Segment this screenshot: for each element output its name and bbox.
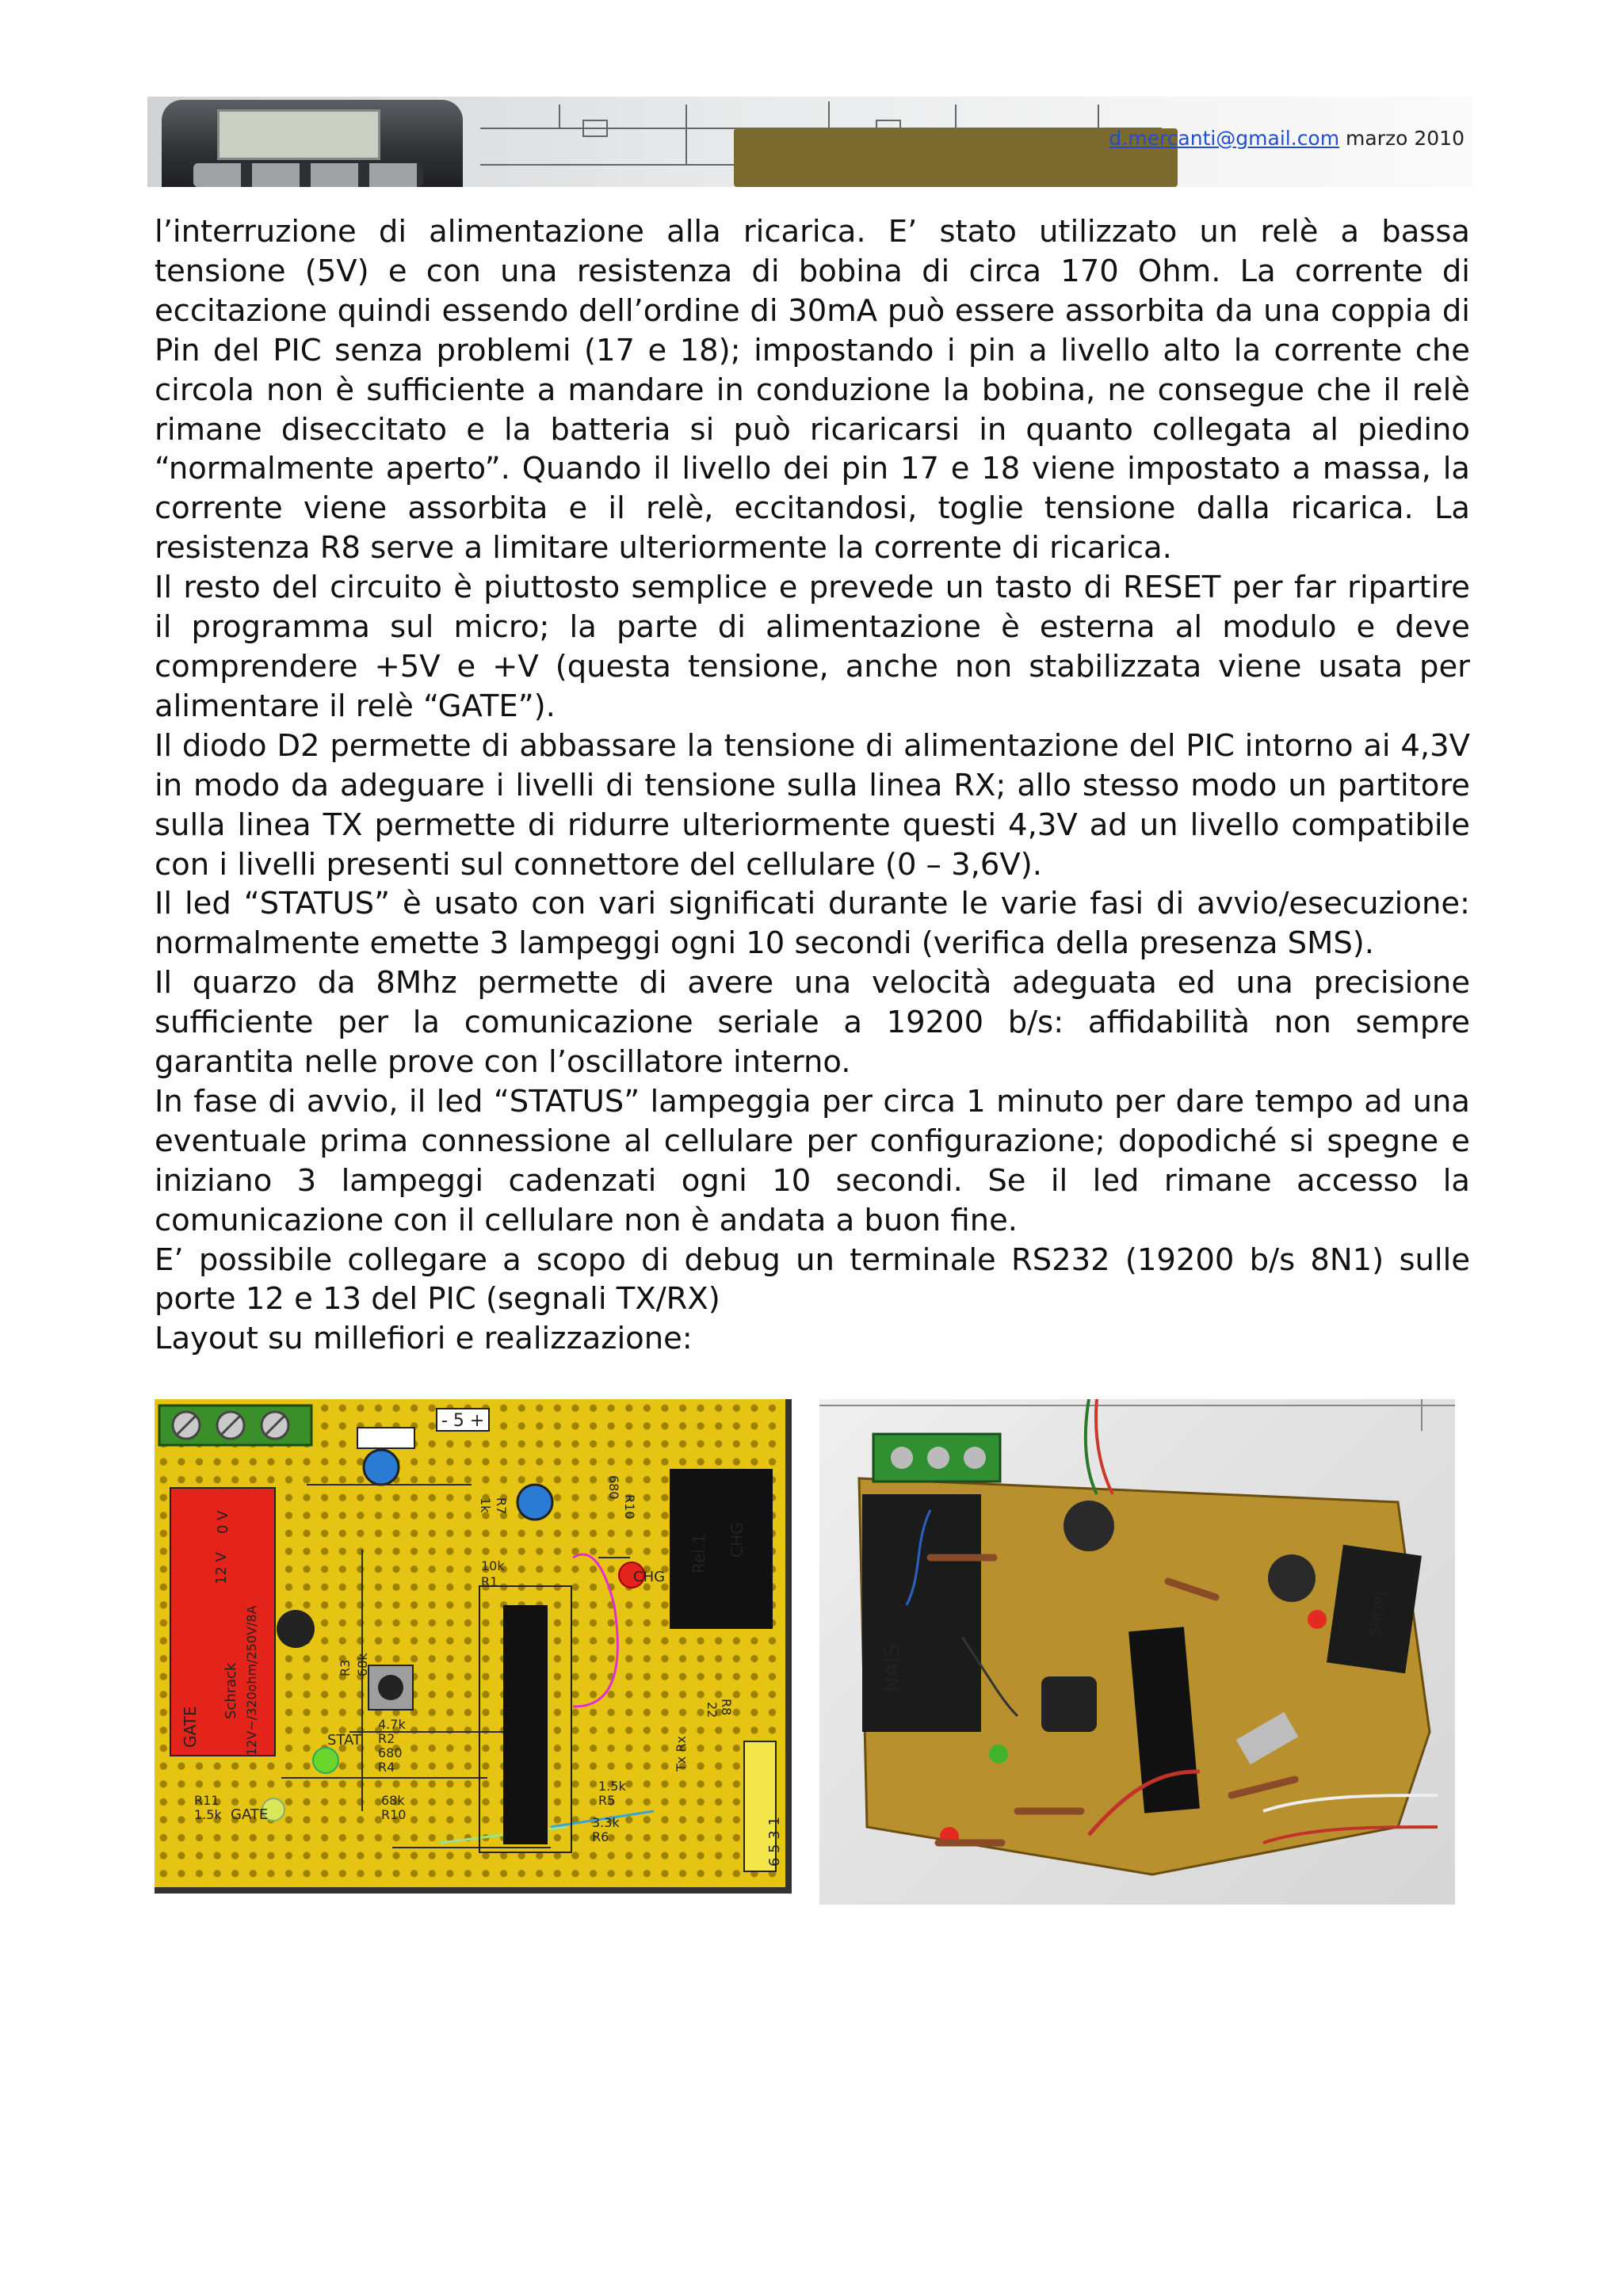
svg-text:4.7k: 4.7k — [378, 1717, 406, 1732]
header-date: marzo 2010 — [1346, 127, 1465, 150]
svg-text:GATE: GATE — [231, 1806, 269, 1823]
stripboard-layout-image — [155, 1399, 792, 1894]
phone-keypad — [193, 163, 423, 187]
svg-text:0 V: 0 V — [215, 1510, 231, 1534]
svg-text:10k: 10k — [481, 1558, 505, 1573]
svg-text:1.5k: 1.5k — [598, 1779, 626, 1794]
capacitor — [364, 1450, 399, 1485]
svg-text:R8: R8 — [719, 1699, 734, 1716]
inductor — [1041, 1676, 1097, 1732]
svg-text:R4: R4 — [378, 1760, 395, 1775]
transistor — [277, 1610, 315, 1648]
capacitor — [517, 1485, 552, 1520]
phone-screen — [217, 109, 380, 160]
pic-ic — [503, 1605, 548, 1844]
paragraph: Il resto del circuito è piuttosto semplice e prevede un tasto di RESET per far ripartire il programma sul micro; la parte di alimentazione è esterna al modulo e deve comprendere +5V e +V (questa tensione, anche non stabilizzata viene usata per alimentare il relè “GATE”). — [155, 570, 1470, 724]
svg-text:NAIS: NAIS — [880, 1643, 904, 1692]
svg-text:SHORI: SHORI — [1366, 1590, 1391, 1638]
svg-text:1.5k: 1.5k — [194, 1807, 222, 1822]
svg-text:R11: R11 — [194, 1793, 220, 1808]
body-text — [155, 212, 1470, 1359]
paragraph: Layout su millefiori e realizzazione: — [155, 1321, 693, 1357]
paragraph: Il quarzo da 8Mhz permette di avere una velocità adeguata ed una precisione sufficiente per la comunicazione seriale a 19200 b/s: affidabilità non sempre garantita nelle prove con l’oscillatore interno. — [155, 965, 1470, 1081]
svg-text:680: 680 — [378, 1745, 403, 1760]
svg-text:R1: R1 — [481, 1574, 498, 1589]
svg-text:6 5 3 1: 6 5 3 1 — [766, 1817, 783, 1867]
svg-text:GATE: GATE — [181, 1706, 200, 1748]
paragraph: l’interruzione di alimentazione alla ricarica. E’ stato utilizzato un relè a bassa tensione (5V) e con una resistenza di bobina di circa 170 Ohm. La corrente di eccitazione quindi essendo dell’ordine di 30mA può essere assorbita da una coppia di Pin del PIC senza problemi (17 e 18); impostando i pin a livello alto la corrente che circola non è sufficiente a mandare in conduzione la bobina, ne consegue che il relè rimane diseccitato e la batteria si può ricaricarsi in quanto collegata al piedino “normalmente aperto”. Quando il livello dei pin 17 e 18 viene impostato a massa, la corrente viene assorbita e il relè, eccitandosi, toglie tensione dalla ricarica. La resistenza R8 serve a limitare ulteriormente la corrente di ricarica. — [155, 214, 1470, 566]
power-label: - 5 + — [441, 1411, 485, 1431]
capacitor — [1268, 1554, 1316, 1602]
layout-drawing — [155, 1399, 792, 1894]
svg-text:680: 680 — [606, 1475, 621, 1500]
paragraph: Il diodo D2 permette di abbassare la tensione di alimentazione del PIC intorno ai 4,3V in modo da adeguare i livelli di tensione sulla linea RX; allo stesso modo un partitore sulla linea TX permette di ridurre ulteriormente questi 4,3V ad un livello compatibile con i livelli presenti sul connettore del cellulare (0 – 3,6V). — [155, 727, 1470, 883]
image-frame — [155, 1887, 792, 1894]
svg-text:68k: 68k — [381, 1793, 405, 1808]
svg-text:22: 22 — [705, 1702, 720, 1718]
svg-text:R7: R7 — [494, 1497, 509, 1515]
svg-text:1k: 1k — [478, 1497, 493, 1513]
jumper-wire — [573, 1554, 617, 1707]
svg-text:R10: R10 — [622, 1494, 637, 1520]
svg-text:R6: R6 — [592, 1829, 609, 1844]
nais-relay — [862, 1494, 981, 1732]
paragraph: In fase di avvio, il led “STATUS” lampeggia per circa 1 minuto per dare tempo ad una eventuale prima connessione al cellulare per configurazione; dopodiché si spegne e iniziano 3 lampeggi cadenzati ogni 10 secondi. Se il led rimane accesso la comunicazione con il cellulare non è andata a buon fine. — [155, 1083, 1470, 1238]
svg-text:R2: R2 — [378, 1731, 395, 1746]
svg-text:STAT: STAT — [327, 1732, 361, 1749]
svg-text:R3: R3 — [338, 1659, 353, 1676]
circuit-photo — [819, 1399, 1455, 1905]
photo-drawing — [819, 1399, 1455, 1905]
led — [989, 1745, 1008, 1764]
header-contact — [1109, 127, 1465, 150]
svg-text:R10: R10 — [381, 1807, 407, 1822]
svg-text:CHG: CHG — [633, 1569, 666, 1585]
svg-text:Rel.1: Rel.1 — [689, 1534, 708, 1573]
paragraph: E’ possibile collegare a scopo di debug un terminale RS232 (19200 b/s 8N1) sulle porte 12 e 13 del PIC (segnali TX/RX) — [155, 1241, 1470, 1318]
rel1-relay — [670, 1469, 773, 1629]
svg-text:12V~/320ohm/250V/8A: 12V~/320ohm/250V/8A — [244, 1605, 259, 1756]
paragraph: Il led “STATUS” è usato con vari significati durante le varie fasi di avvio/esecuzione: normalmente emette 3 lampeggi ogni 10 secondi (verifica della presenza SMS). — [155, 886, 1470, 962]
svg-text:68k: 68k — [355, 1653, 370, 1676]
phone-image — [162, 100, 463, 187]
svg-text:Tx Rx: Tx Rx — [674, 1736, 689, 1772]
svg-text:CHG: CHG — [727, 1522, 747, 1558]
svg-text:12 V: 12 V — [213, 1552, 230, 1585]
email-link[interactable]: d.mercanti@gmail.com — [1109, 127, 1340, 150]
svg-text:R5: R5 — [598, 1793, 616, 1808]
header-banner — [147, 97, 1472, 187]
led — [1308, 1610, 1327, 1629]
svg-text:Schrack: Schrack — [223, 1662, 239, 1719]
svg-text:3.3k: 3.3k — [592, 1815, 620, 1830]
capacitor — [1064, 1501, 1114, 1551]
image-frame — [785, 1399, 792, 1894]
stat-led — [313, 1748, 338, 1773]
